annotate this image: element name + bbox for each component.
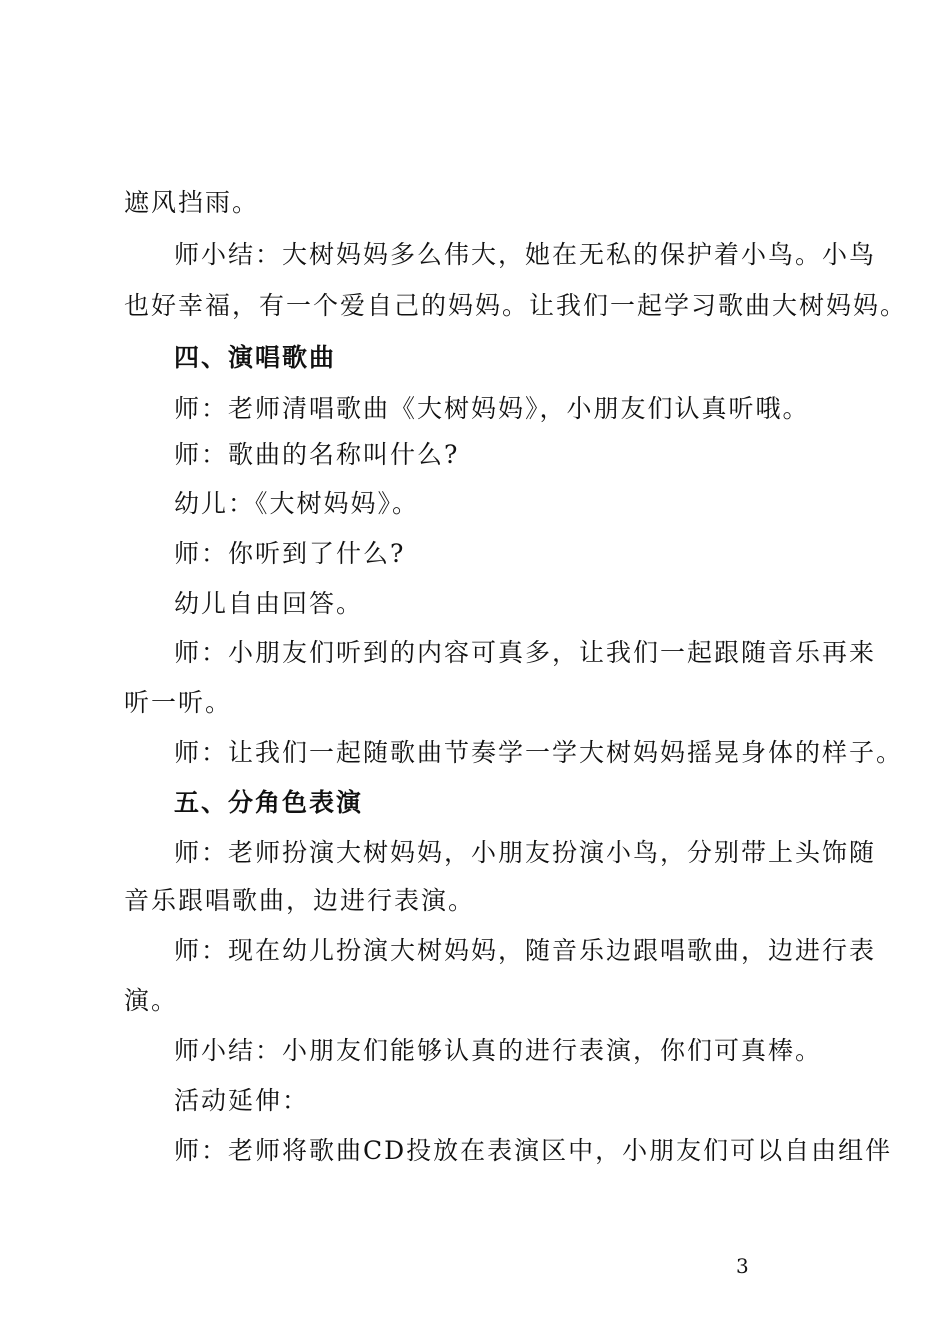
section-heading: 五、分角色表演 — [174, 788, 364, 817]
text-line: 师：歌曲的名称叫什么? — [174, 440, 460, 469]
text-line: 师：现在幼儿扮演大树妈妈，随音乐边跟唱歌曲，边进行表 — [174, 936, 877, 965]
text-line: 演。 — [124, 986, 179, 1015]
page-number: 3 — [736, 1254, 749, 1278]
text-line: 也好幸福，有一个爱自己的妈妈。让我们一起学习歌曲大树妈妈。 — [124, 291, 908, 320]
text-line: 幼儿：《大树妈妈》。 — [174, 489, 420, 518]
text-line: 师：小朋友们听到的内容可真多，让我们一起跟随音乐再来 — [174, 638, 877, 667]
text-line: 师：让我们一起随歌曲节奏学一学大树妈妈摇晃身体的样子。 — [174, 738, 904, 767]
text-line: 师：老师扮演大树妈妈，小朋友扮演小鸟，分别带上头饰随 — [174, 838, 877, 867]
section-heading: 四、演唱歌曲 — [174, 343, 337, 372]
text-line: 遮风挡雨。 — [124, 188, 260, 217]
text-line: 师：老师将歌曲CD投放在表演区中，小朋友们可以自由组伴 — [174, 1136, 893, 1165]
text-line: 师：你听到了什么? — [174, 539, 406, 568]
text-line: 听一听。 — [124, 688, 233, 717]
text-line: 幼儿自由回答。 — [174, 589, 364, 618]
text-line: 活动延伸： — [174, 1086, 310, 1115]
text-line: 音乐跟唱歌曲，边进行表演。 — [124, 886, 476, 915]
text-line: 师小结：大树妈妈多么伟大，她在无私的保护着小鸟。小鸟 — [174, 240, 877, 269]
text-line: 师小结：小朋友们能够认真的进行表演，你们可真棒。 — [174, 1036, 823, 1065]
text-line: 师：老师清唱歌曲《大树妈妈》，小朋友们认真听哦。 — [174, 394, 810, 423]
